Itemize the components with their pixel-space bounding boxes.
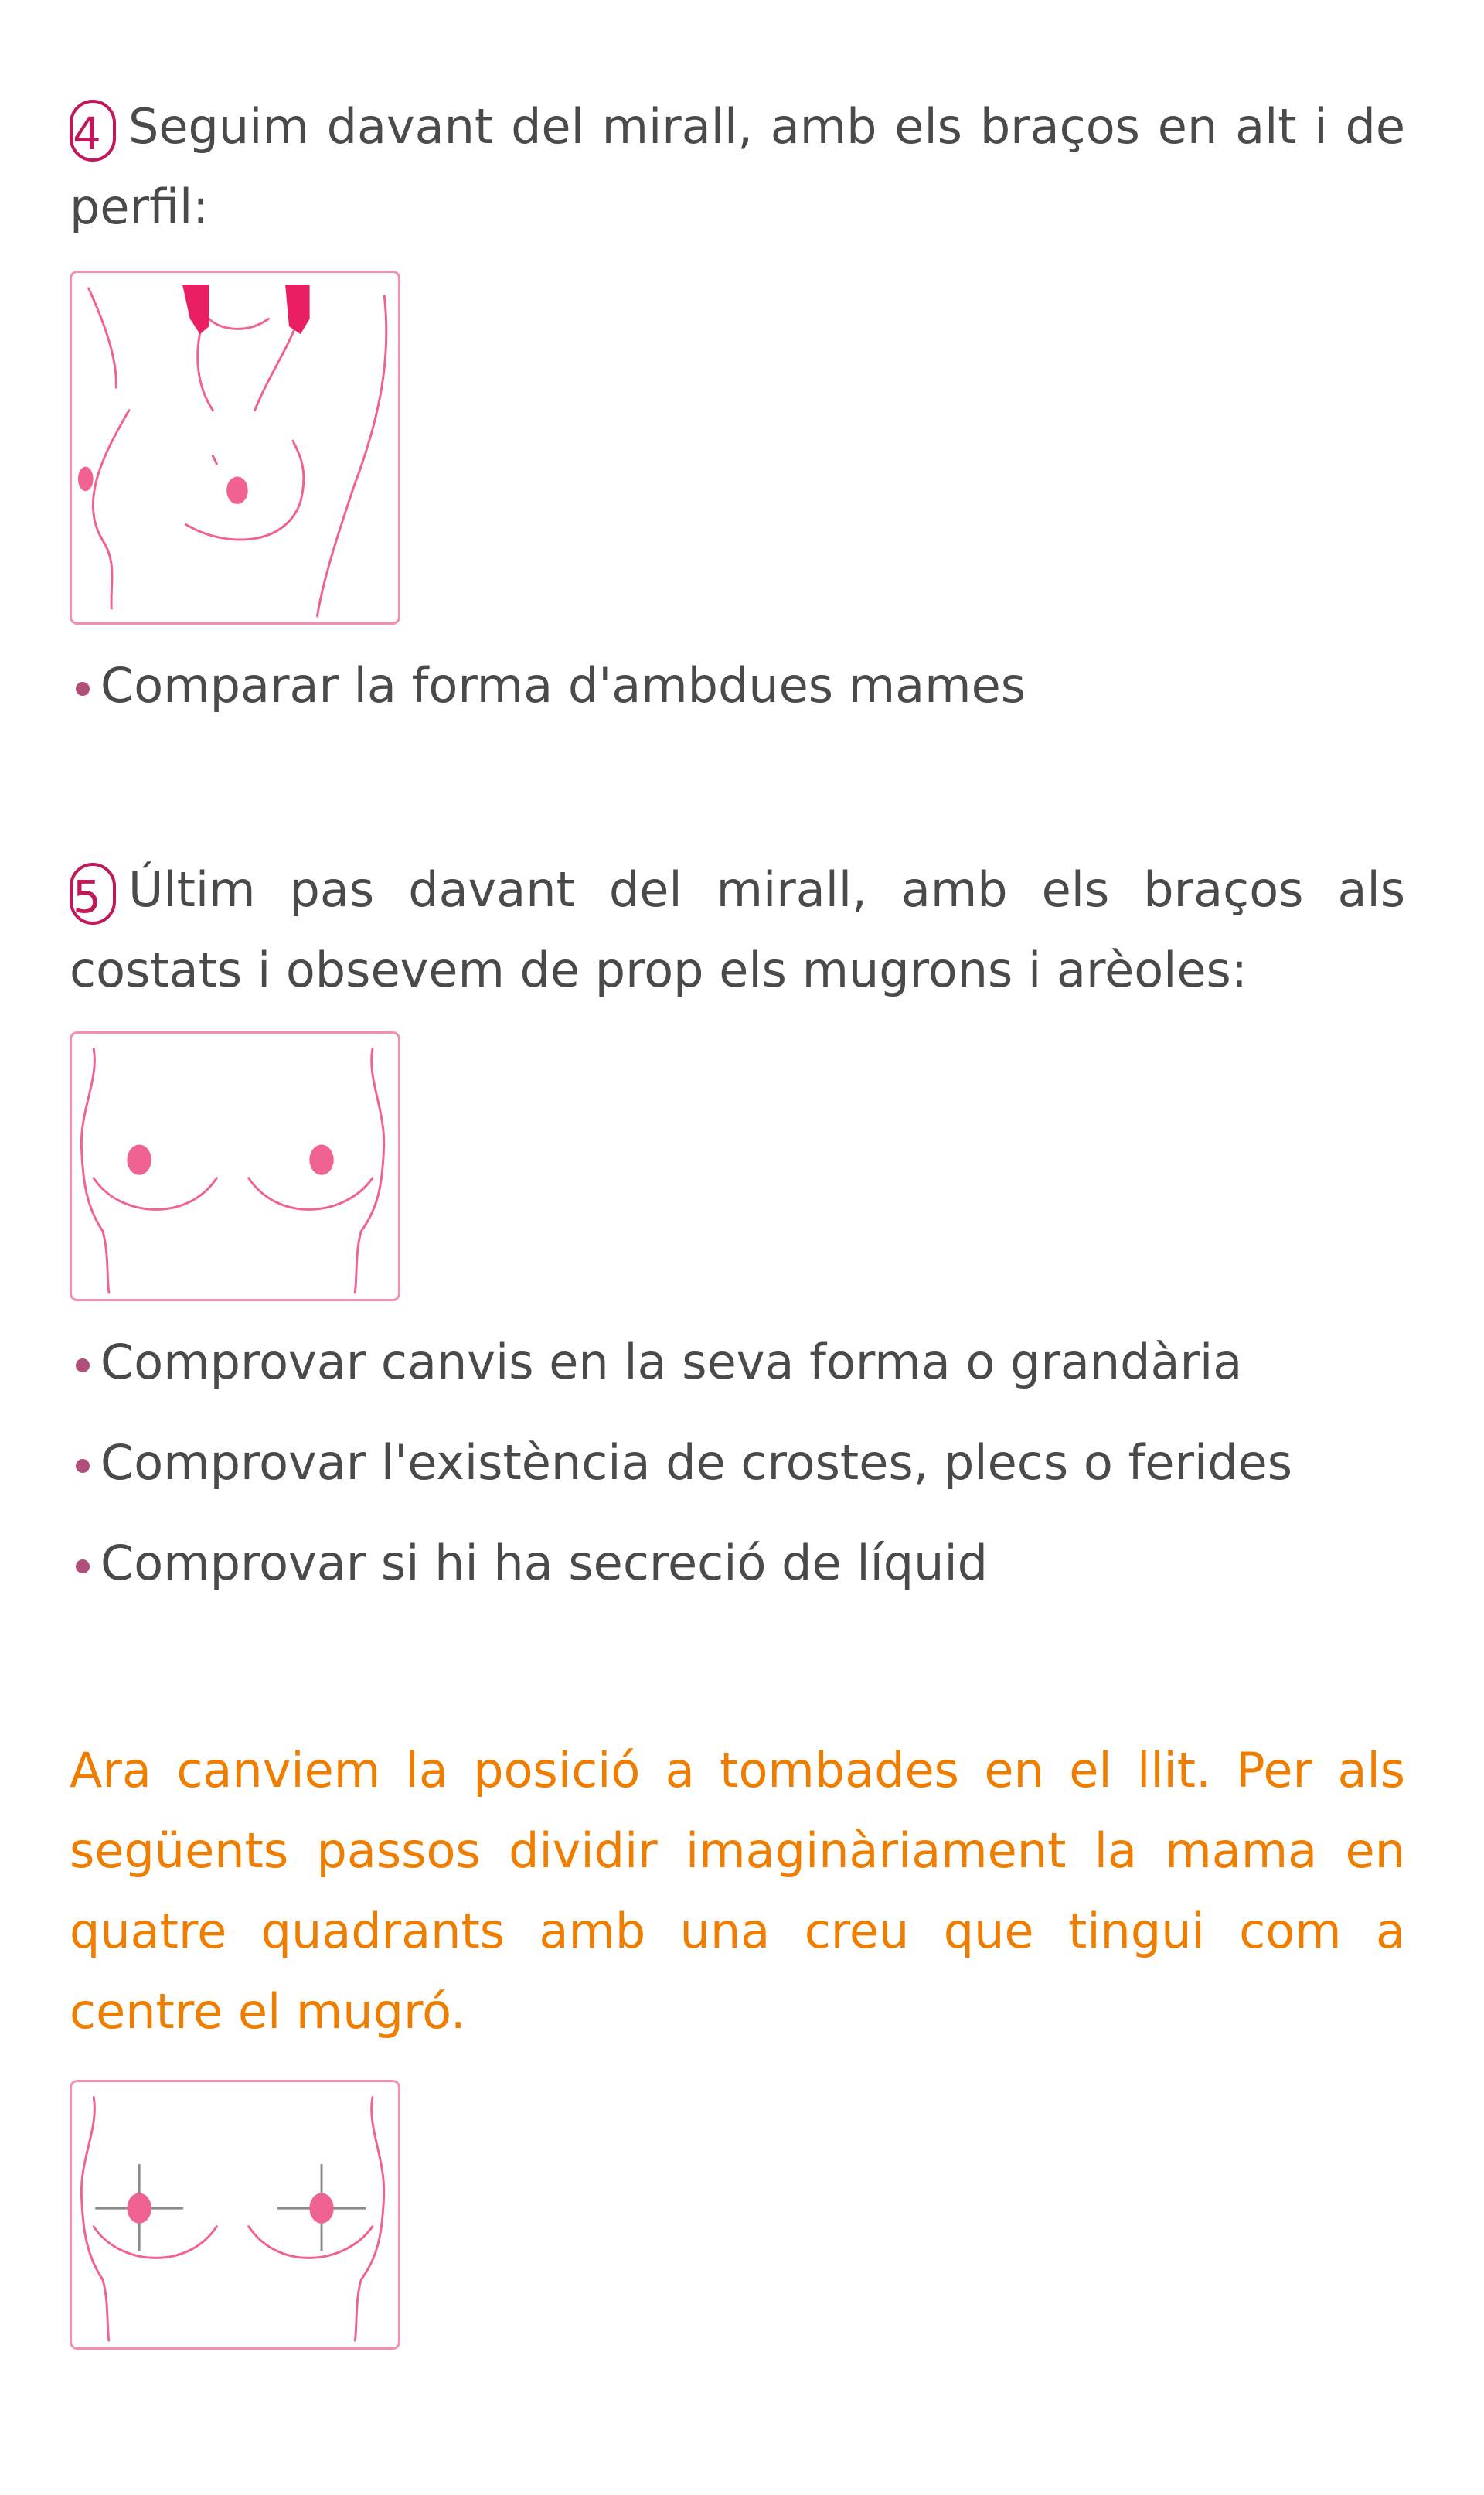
bullet-dot-icon: [76, 1559, 90, 1573]
bullet-text: Comprovar si hi ha secreció de líquid: [100, 1535, 989, 1591]
quadrant-cross-illustration: [70, 2080, 400, 2350]
front-view-illustration: [70, 1031, 400, 1301]
bullet-text: Comparar la forma d'ambdues mames: [100, 657, 1026, 714]
step-number-badge: 5: [70, 863, 116, 925]
bullet-item: [76, 1532, 988, 1594]
bullet-dot-icon: [76, 1459, 90, 1473]
step-5-instruction: Últim pas davant del mirall, amb els braços als costats i obsevem de prop els mugrons i arèoles:: [70, 861, 1405, 998]
bullet-item: [76, 1331, 1242, 1393]
bullet-item: [76, 655, 1026, 717]
bullet-text: Comprovar canvis en la seva forma o grandària: [100, 1334, 1243, 1390]
step-4-instruction: Seguim davant del mirall, amb els braços en alt i de perfil:: [70, 98, 1405, 235]
position-change-note: Ara canviem la posició a tombades en el llit. Per als següents passos dividir imaginàriament la mama en quatre quadrants amb una creu que tingui com a centre el mugró.: [70, 1742, 1405, 2040]
step-4-text: [70, 87, 1405, 247]
bullet-dot-icon: [76, 682, 90, 696]
profile-arms-raised-illustration: [70, 271, 400, 625]
bullet-dot-icon: [76, 1358, 90, 1372]
bullet-text: Comprovar l'existència de crostes, plecs o ferides: [100, 1434, 1293, 1491]
bullet-item: [76, 1432, 1292, 1494]
step-5-text: [70, 850, 1405, 1011]
step-number-badge: 4: [70, 100, 116, 162]
